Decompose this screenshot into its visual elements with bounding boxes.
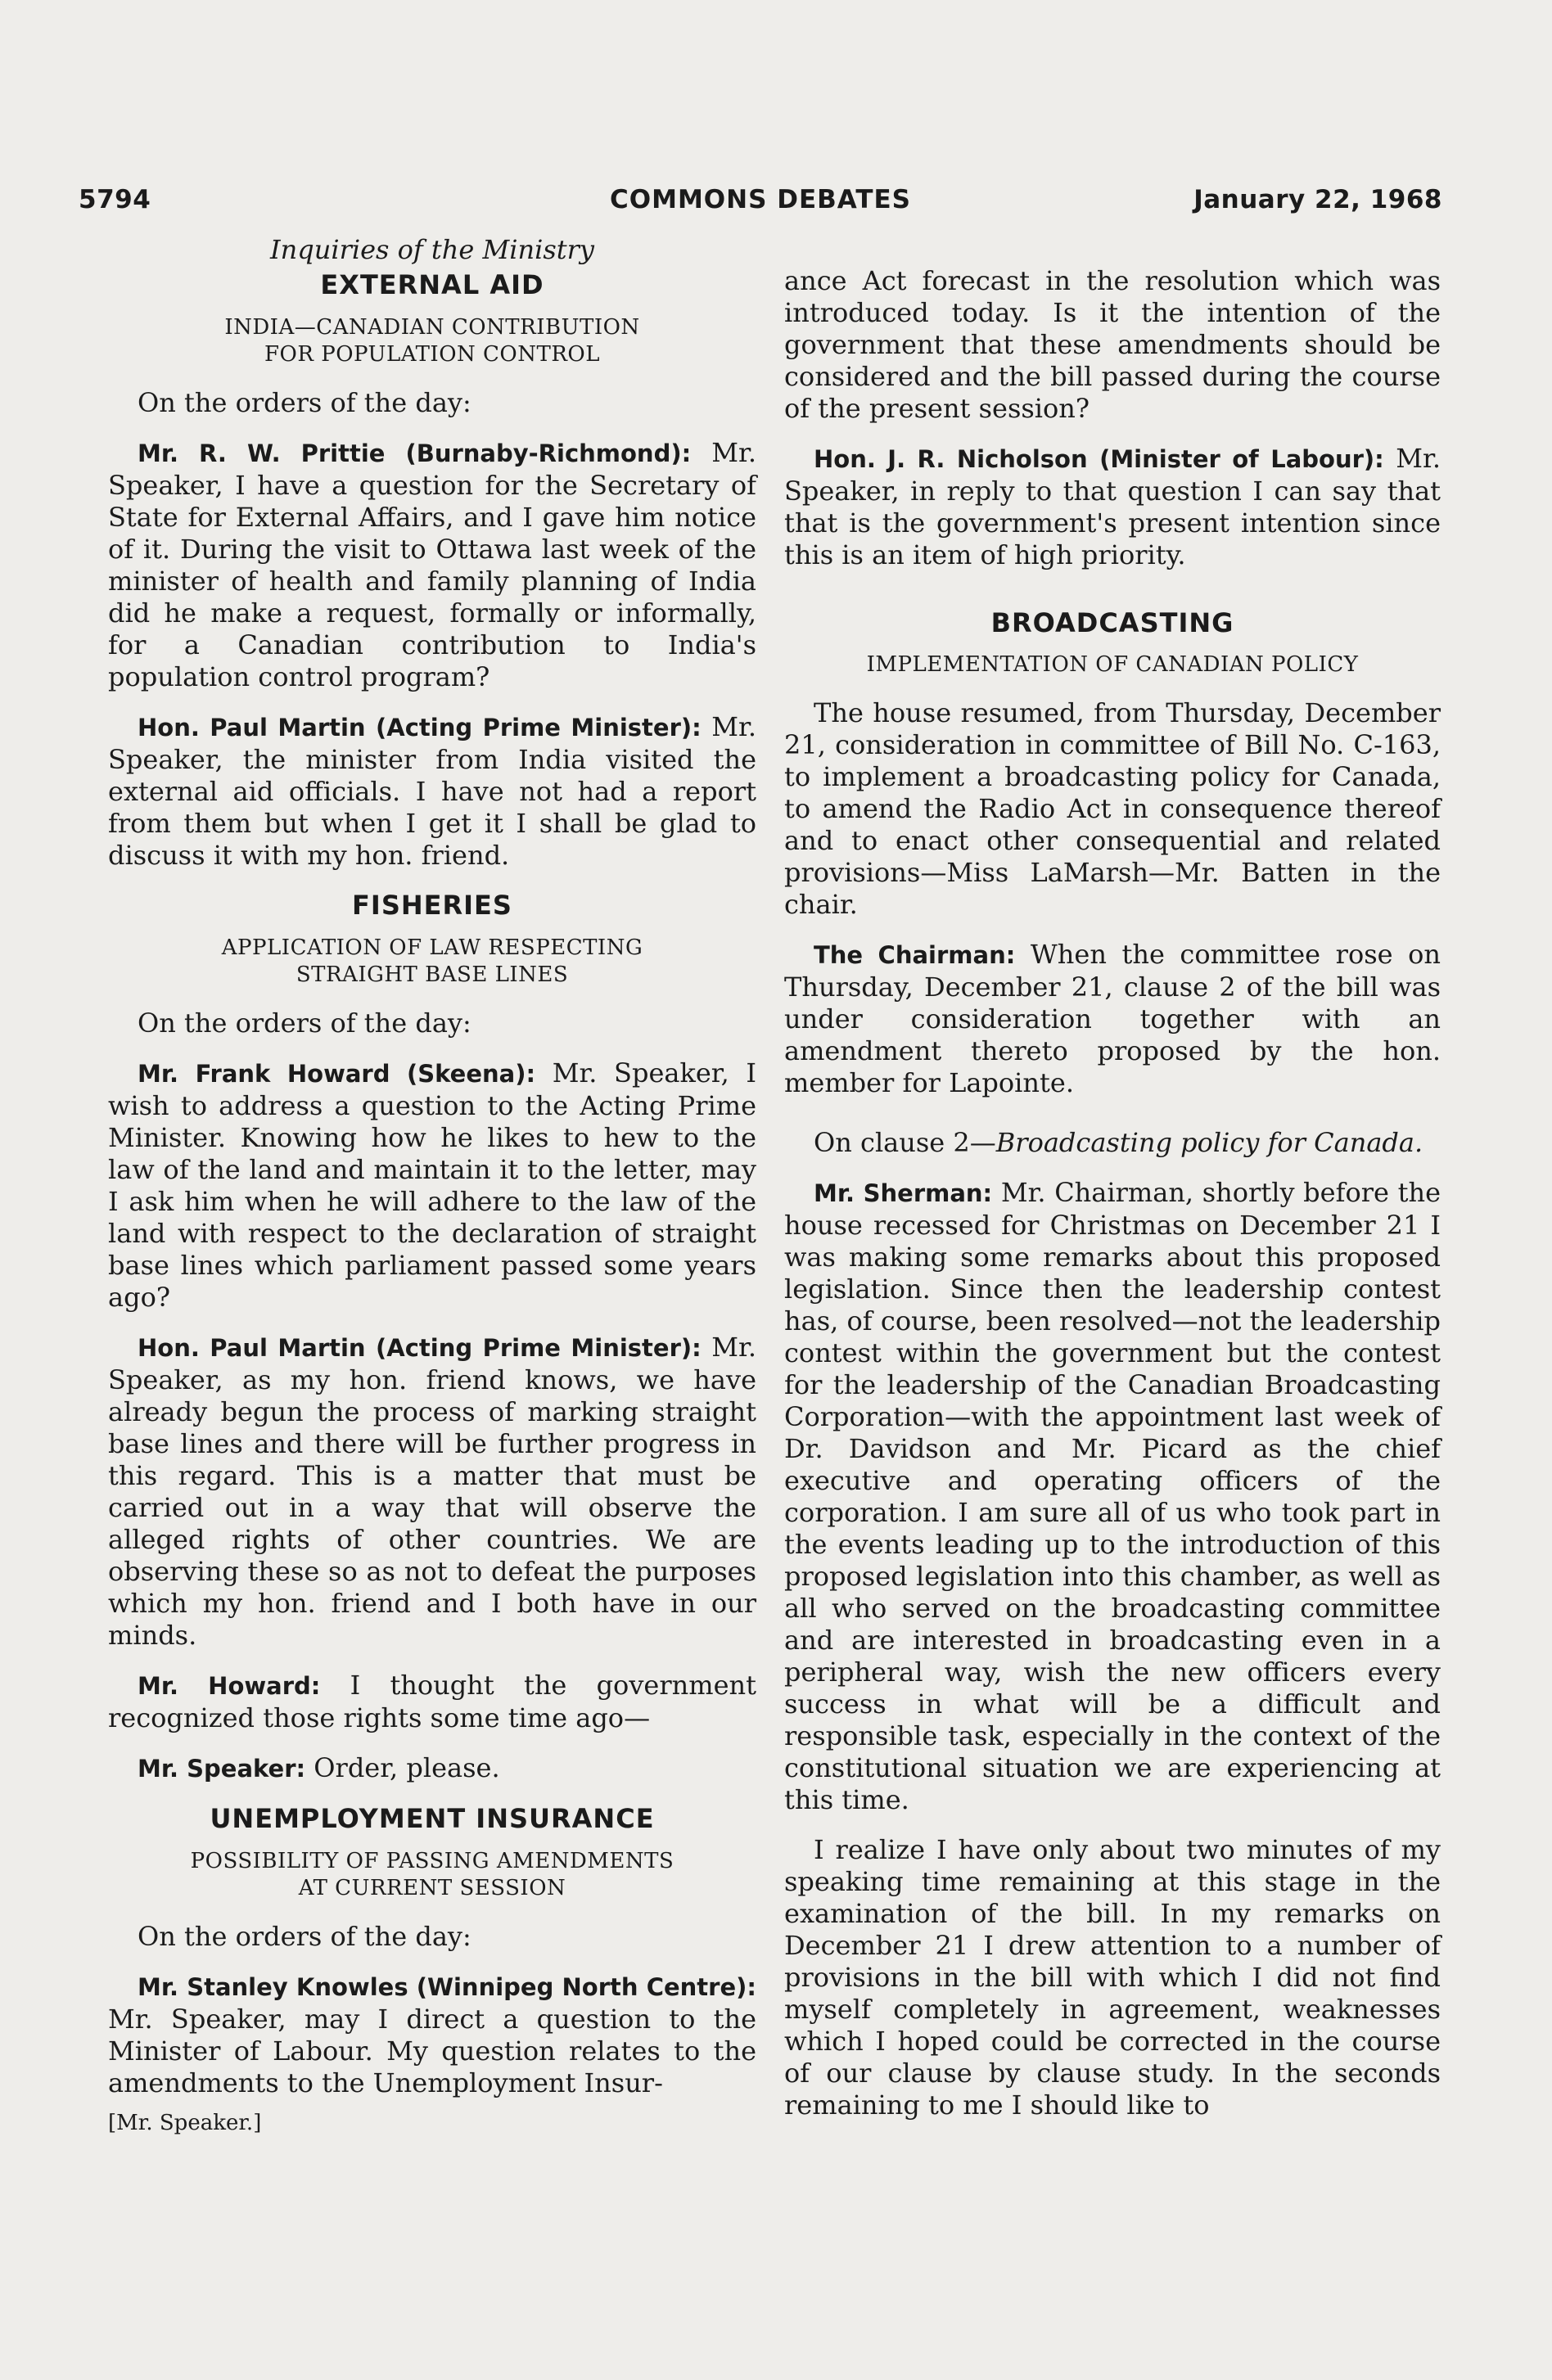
- subheading-line: APPLICATION OF LAW RESPECTING: [221, 935, 643, 960]
- proceedings-resumed: The house resumed, from Thursday, December 21, consideration in committee of Bill No. C-163, to implement a broadcasting policy for Canada, to amend the Radio Act in consequence thereof and to enact other consequential and related provisions—Miss LaMarsh—Mr. Batten in the chair.: [784, 697, 1441, 921]
- section-heading-fisheries: FISHERIES: [352, 890, 512, 922]
- running-head: Inquiries of the Ministry: [270, 234, 594, 265]
- left-column: [108, 236, 756, 2135]
- section-heading-unemployment: UNEMPLOYMENT INSURANCE: [210, 1803, 655, 1835]
- subheading-line: INDIA—CANADIAN CONTRIBUTION: [224, 314, 640, 340]
- publication-title: COMMONS DEBATES: [610, 185, 911, 214]
- speech-text: Mr. Speaker, in reply to that question I can say that that is the government's present intention since this is an item of high priority.: [784, 443, 1441, 570]
- subheading-base-lines: [108, 935, 756, 990]
- subheading-line: AT CURRENT SESSION: [298, 1876, 566, 1901]
- clause-line: [784, 1127, 1441, 1159]
- speaker-name: The Chairman:: [814, 941, 1016, 970]
- speech-sherman-continued: I realize I have only about two minutes of my speaking time remaining at this stage in the examination of the bill. In my remarks on December 21 I drew attention to a number of provisions in the bill with which I did not find myself completely in agreement, weaknesses which I hoped could be corrected in the course of our clause by clause study. In the seconds remaining to me I should like to: [784, 1834, 1441, 2121]
- speaker-name: Hon. Paul Martin (Acting Prime Minister):: [138, 714, 702, 742]
- subheading-population-control: [108, 314, 756, 370]
- speaker-name: Mr. Frank Howard (Skeena):: [138, 1060, 536, 1089]
- speech-howard-reply: [108, 1670, 756, 1734]
- subheading-canadian-policy: IMPLEMENTATION OF CANADIAN POLICY: [866, 652, 1359, 678]
- speech-sherman: [784, 1177, 1441, 1816]
- speech-howard: [108, 1057, 756, 1314]
- orders-of-the-day: On the orders of the day:: [138, 387, 471, 419]
- speech-martin: [108, 711, 756, 872]
- speech-text: Mr. Speaker, I wish to address a question to the Acting Prime Minister. Knowing how he likes to hew to the law of the land and maintain it to the letter, may I ask him when he will adhere to the law of the land with respect to the declaration of straight base lines which parliament passed some years ago?: [108, 1057, 756, 1314]
- speech-text: Mr. Speaker, the minister from India visited the external aid officials. I have not had a report from them but when I get it I shall be glad to discuss it with my hon. friend.: [108, 711, 756, 872]
- subheading-line: STRAIGHT BASE LINES: [296, 962, 569, 988]
- speech-text: Mr. Chairman, shortly before the house recessed for Christmas on December 21 I was making some remarks about this proposed legislation. Since then the leadership contest has, of course, been resolved—not the leadership contest within the government but the contest for the leadership of the Canadian Broadcasting Corporation—with the appointment last week of Dr. Davidson and Mr. Picard as the chief executive and operating officers of the corporation. I am sure all of us who took part in the events leading up to the introduction of this proposed legislation into this chamber, as well as all who served on the broadcasting committee and are interested in broadcasting even in a peripheral way, wish the new officers every success in what will be a difficult and responsible task, especially in the context of the constitutional situation we are experiencing at this time.: [784, 1177, 1441, 1816]
- speech-knowles: [108, 1971, 756, 2099]
- speaker-name: Mr. R. W. Prittie (Burnaby-Richmond):: [138, 439, 692, 468]
- right-column: [784, 236, 1441, 2139]
- speaker-name: Mr. Sherman:: [814, 1179, 993, 1208]
- clause-title: Broadcasting policy for Canada.: [995, 1127, 1423, 1159]
- speaker-name: Mr. Howard:: [138, 1672, 321, 1701]
- subheading-amendments: [108, 1848, 756, 1904]
- speech-text: Mr. Speaker, may I direct a question to the Minister of Labour. My question relates to the amendments to the Unemployment Insur-: [108, 2004, 756, 2099]
- speaker-name: Hon. J. R. Nicholson (Minister of Labour):: [814, 445, 1384, 473]
- clause-prefix: On clause 2—: [814, 1127, 996, 1159]
- speech-prittie: [108, 437, 756, 693]
- section-heading-external-aid: EXTERNAL AID: [320, 269, 544, 301]
- subheading-line: FOR POPULATION CONTROL: [264, 342, 600, 367]
- speaker-name: Mr. Speaker:: [138, 1755, 306, 1783]
- speech-text: Mr. Speaker, I have a question for the Secretary of State for External Affairs, and I gave him notice of it. During the visit to Ottawa last week of the minister of health and family planning of India did he make a request, formally or informally, for a Canadian contribution to India's population control program?: [108, 437, 756, 693]
- speech-nicholson: [784, 443, 1441, 571]
- speech-speaker: [108, 1752, 756, 1785]
- speech-text: Order, please.: [305, 1752, 500, 1784]
- speech-text: Mr. Speaker, as my hon. friend knows, we have already begun the process of marking straight base lines and there will be further progress in this regard. This is a matter that must be carried out in a way that will observe the alleged rights of other countries. We are observing these so as not to defeat the purposes which my hon. friend and I both have in our minds.: [108, 1332, 756, 1652]
- page-header: [79, 185, 1442, 224]
- section-heading-broadcasting: BROADCASTING: [990, 607, 1234, 638]
- page-number: 5794: [79, 185, 151, 214]
- orders-of-the-day: On the orders of the day:: [138, 1007, 471, 1039]
- speech-martin-fisheries: [108, 1332, 756, 1652]
- speech-text: I thought the government recognized those rights some time ago—: [108, 1670, 756, 1734]
- page-footer-note: [Mr. Speaker.]: [108, 2111, 262, 2136]
- subheading-line: POSSIBILITY OF PASSING AMENDMENTS: [190, 1848, 674, 1873]
- speech-text: When the committee rose on Thursday, December 21, clause 2 of the bill was under consideration together with an amendment thereto proposed by the hon. member for Lapointe.: [784, 939, 1441, 1099]
- orders-of-the-day: On the orders of the day:: [138, 1921, 471, 1953]
- issue-date: January 22, 1968: [1193, 185, 1442, 214]
- speech-knowles-continued: ance Act forecast in the resolution which was introduced today. Is it the intention of the government that these amendments should be considered and the bill passed during the course of the present session?: [784, 265, 1441, 424]
- speaker-name: Hon. Paul Martin (Acting Prime Minister):: [138, 1334, 702, 1363]
- speech-chairman: [784, 939, 1441, 1099]
- speaker-name: Mr. Stanley Knowles (Winnipeg North Centre):: [138, 1973, 756, 2002]
